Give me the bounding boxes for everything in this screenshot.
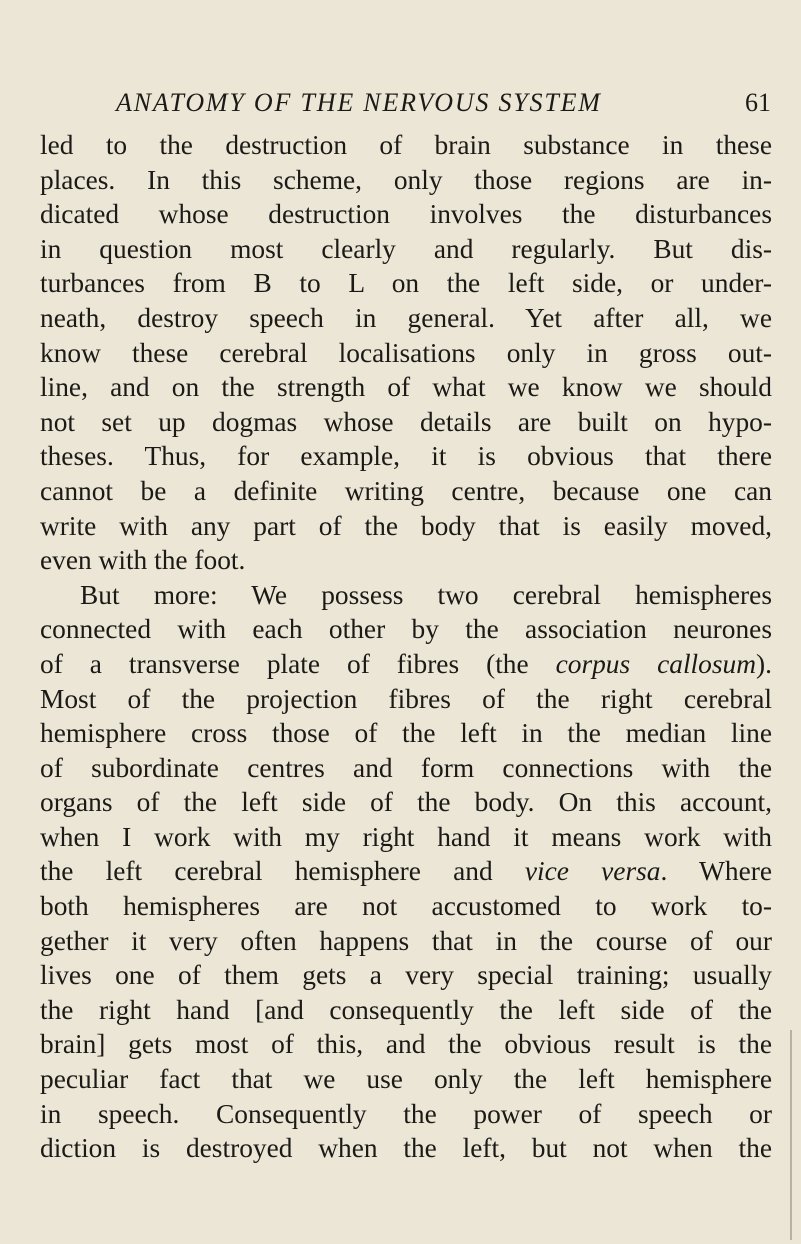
text-line: both hemispheres are not accustomed to work to- bbox=[40, 891, 772, 922]
text-segment: the left cerebral hemisphere and bbox=[40, 856, 525, 887]
text-line: diction is destroyed when the left, but not when the bbox=[40, 1133, 772, 1164]
body-text bbox=[40, 128, 772, 1166]
text-line-with-italic bbox=[40, 854, 772, 889]
text-segment: ). bbox=[756, 648, 772, 679]
paragraph-end-line: even with the foot. bbox=[40, 545, 246, 576]
page-number: 61 bbox=[745, 88, 771, 117]
text-line: Most of the projection fibres of the right cerebral bbox=[40, 683, 772, 714]
text-line-with-italic bbox=[40, 647, 772, 682]
text-line: organs of the left side of the body. On this account, bbox=[40, 787, 772, 818]
running-head bbox=[116, 88, 771, 124]
text-line: gether it very often happens that in the course of our bbox=[40, 925, 772, 956]
text-line: of subordinate centres and form connections with the bbox=[40, 752, 772, 783]
italic-term-corpus-callosum: corpus callosum bbox=[555, 648, 757, 679]
running-title: ANATOMY OF THE NERVOUS SYSTEM bbox=[116, 88, 602, 117]
text-line: places. In this scheme, only those regions are in- bbox=[40, 164, 772, 195]
text-line: peculiar fact that we use only the left hemisphere bbox=[40, 1064, 772, 1095]
text-line: cannot be a definite writing centre, because one can bbox=[40, 475, 772, 506]
text-line: led to the destruction of brain substance in these bbox=[40, 130, 772, 160]
text-line: connected with each other by the association neurones bbox=[40, 614, 772, 645]
text-line: write with any part of the body that is easily moved, bbox=[40, 510, 772, 541]
text-line: hemisphere cross those of the left in the median line bbox=[40, 718, 772, 749]
text-line: the right hand [and consequently the left side of the bbox=[40, 994, 772, 1025]
text-line: line, and on the strength of what we know we should bbox=[40, 372, 772, 403]
text-line: brain] gets most of this, and the obvious result is the bbox=[40, 1029, 772, 1060]
page-edge-shadow bbox=[790, 1030, 792, 1240]
paragraph-start-line: But more: We possess two cerebral hemispheres bbox=[80, 579, 772, 610]
text-line: turbances from B to L on the left side, or under- bbox=[40, 268, 772, 299]
text-segment: of a transverse plate of fibres (the bbox=[40, 648, 556, 679]
text-line: neath, destroy speech in general. Yet after all, we bbox=[40, 302, 772, 333]
text-line: know these cerebral localisations only in gross out- bbox=[40, 337, 772, 368]
text-line: in question most clearly and regularly. But dis- bbox=[40, 233, 772, 264]
text-line: when I work with my right hand it means work with bbox=[40, 821, 772, 852]
text-line: dicated whose destruction involves the disturbances bbox=[40, 199, 772, 230]
text-line: lives one of them gets a very special training; usually bbox=[40, 960, 772, 991]
text-segment: . Where bbox=[660, 856, 773, 887]
text-line: not set up dogmas whose details are built on hypo- bbox=[40, 406, 772, 437]
text-line: theses. Thus, for example, it is obvious that there bbox=[40, 441, 772, 472]
italic-term-vice-versa: vice versa bbox=[524, 856, 661, 887]
text-line: in speech. Consequently the power of speech or bbox=[40, 1098, 772, 1129]
